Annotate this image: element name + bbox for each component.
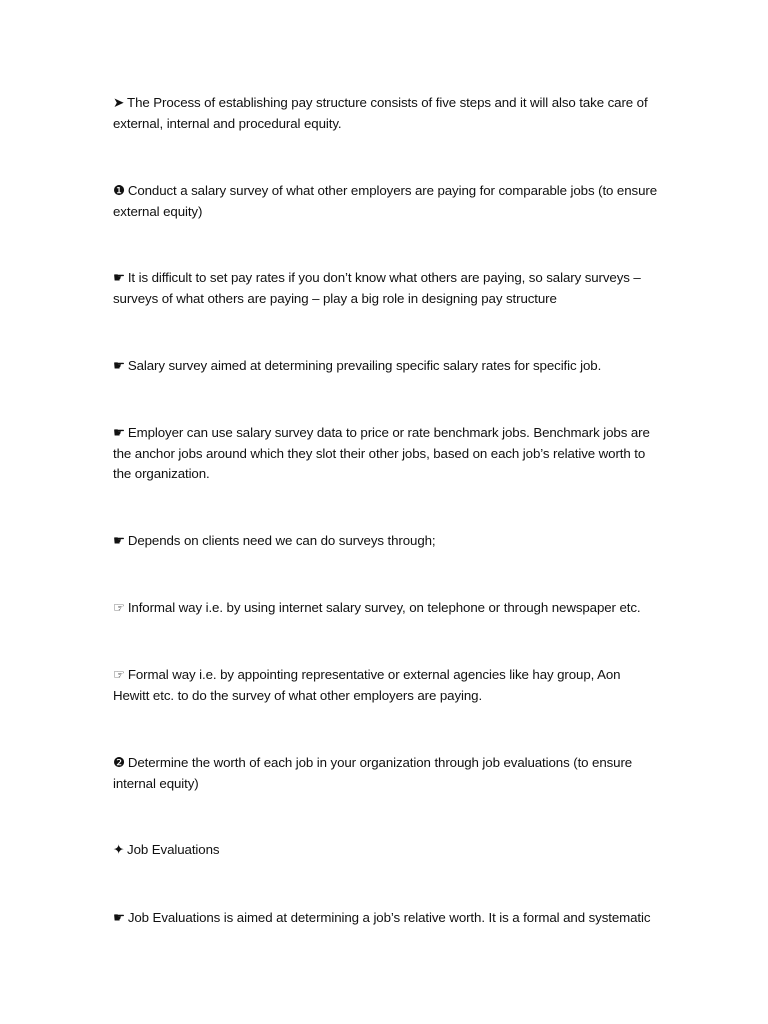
paragraph-process-overview (113, 93, 658, 134)
paragraph-text: Job Evaluations (127, 842, 220, 857)
paragraph-text: Employer can use salary survey data to price or rate benchmark jobs. Benchmark jobs are the anchor jobs around which they slot their other jobs, based on each job’s relative worth to the organization. (113, 425, 650, 481)
paragraph-step-two (113, 753, 658, 794)
pointing-hand-icon: ☛ (113, 533, 125, 548)
arrow-bullet-icon: ➤ (113, 95, 125, 110)
pointing-hand-icon: ☛ (113, 425, 125, 440)
paragraph-job-evaluations-definition (113, 908, 658, 929)
paragraph-benchmark-jobs (113, 423, 658, 485)
paragraph-survey-methods (113, 531, 658, 552)
paragraph-text: Job Evaluations is aimed at determining a job’s relative worth. It is a formal and systematic (127, 910, 651, 925)
paragraph-formal-way (113, 665, 658, 706)
paragraph-job-evaluations-heading (113, 840, 658, 861)
four-point-star-icon: ✦ (113, 842, 125, 857)
paragraph-text: Determine the worth of each job in your organization through job evaluations (to ensure internal equity) (113, 755, 633, 791)
paragraph-salary-survey-importance (113, 268, 658, 309)
outline-pointing-hand-icon: ☞ (113, 600, 125, 615)
paragraph-text: Formal way i.e. by appointing representative or external agencies like hay group, Aon Hewitt etc. to do the survey of what other employers are paying. (113, 667, 621, 703)
pointing-hand-icon: ☛ (113, 910, 125, 925)
paragraph-text: The Process of establishing pay structure consists of five steps and it will also take care of external, internal and procedural equity. (113, 95, 648, 131)
paragraph-text: Salary survey aimed at determining prevailing specific salary rates for specific job. (127, 358, 602, 373)
paragraph-salary-survey-aim (113, 356, 658, 377)
number-two-icon: ❷ (113, 755, 125, 770)
paragraph-text: Depends on clients need we can do surveys through; (127, 533, 436, 548)
paragraph-informal-way (113, 598, 658, 619)
outline-pointing-hand-icon: ☞ (113, 667, 125, 682)
paragraph-text: Conduct a salary survey of what other employers are paying for comparable jobs (to ensure external equity) (113, 183, 657, 219)
number-one-icon: ❶ (113, 183, 125, 198)
pointing-hand-icon: ☛ (113, 358, 125, 373)
paragraph-text: Informal way i.e. by using internet salary survey, on telephone or through newspaper etc. (127, 600, 641, 615)
paragraph-text: It is difficult to set pay rates if you don’t know what others are paying, so salary surveys – surveys of what others are paying – play a big role in designing pay structure (113, 270, 641, 306)
paragraph-step-one (113, 181, 658, 222)
pointing-hand-icon: ☛ (113, 270, 125, 285)
